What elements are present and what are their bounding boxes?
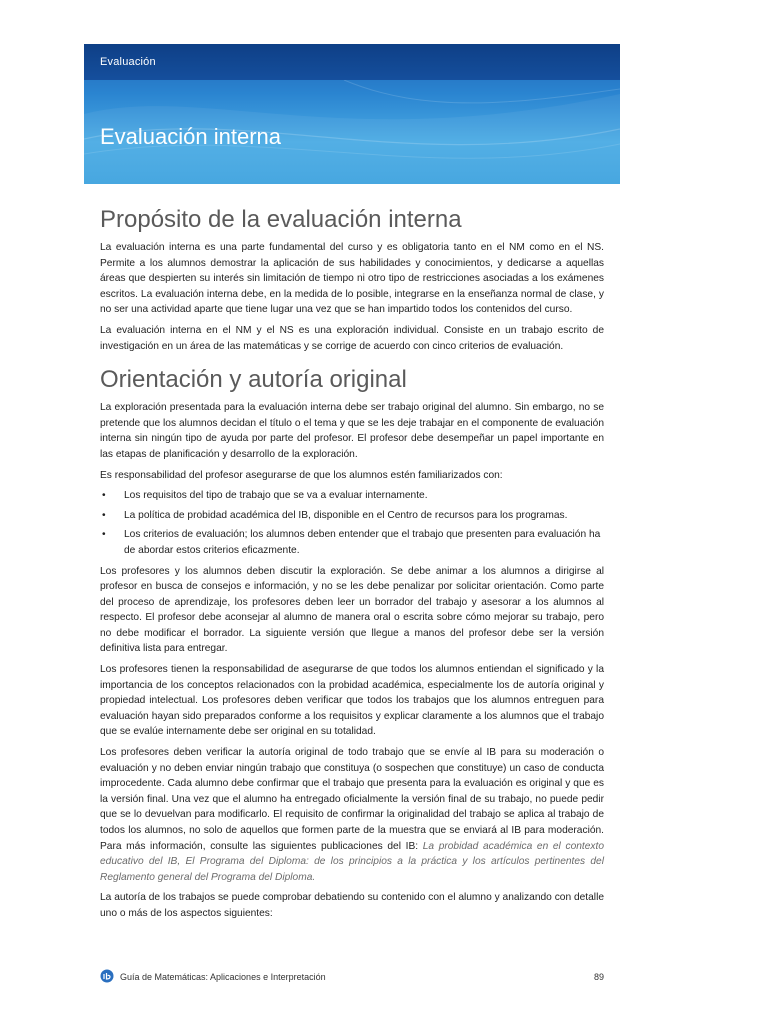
list-item-text: Los requisitos del tipo de trabajo que se va a evaluar internamente.	[124, 490, 428, 502]
ib-logo-icon	[100, 969, 114, 983]
paragraph: Los profesores tienen la responsabilidad de asegurarse de que todos los alumnos entiendan el significado y la importancia de los conceptos relacionados con la probidad académica, especialmente los de autoría original y propiedad intelectual. Los profesores deben verificar que todos los trabajos que los alumnos entreguen para evaluación hayan sido preparados conforme a los requisitos y explicar claramente a los alumnos que el trabajo que se evalúe internamente debe ser original en su totalidad.	[100, 664, 604, 738]
page-number: 89	[593, 972, 604, 982]
page-body	[100, 206, 604, 927]
footer-title: Guía de Matemáticas: Aplicaciones e Interpretación	[120, 972, 326, 982]
paragraph-with-citation	[100, 745, 604, 885]
paragraph: Los profesores y los alumnos deben discutir la exploración. Se debe animar a los alumnos a dirigirse al profesor en busca de consejos e información, y no se les debe penalizar por solicitar orientación. Como parte del proceso de aprendizaje, los profesores deben leer un borrador del trabajo y asesorar a los alumnos al respecto. El profesor debe aconsejar al alumno de manera oral o escrita sobre cómo mejorar su trabajo, pero no debe modificar el borrador. La siguiente versión que llegue a manos del profesor debe ser la versión definitiva lista para entregar.	[100, 565, 604, 655]
publication-citation: La probidad académica en el contexto educativo del IB, El Programa del Diploma: de los principios a la práctica y los artículos pertinentes del Reglamento general del Programa del Diploma.	[100, 840, 604, 883]
list-item	[100, 527, 604, 558]
bullet-icon: •	[102, 509, 106, 521]
paragraph: La evaluación interna en el NM y el NS es una exploración individual. Consiste en un trabajo escrito de investigación en un área de las matemáticas y se corrige de acuerdo con cinco criterios de evaluación.	[100, 324, 604, 352]
paragraph: La evaluación interna es una parte fundamental del curso y es obligatoria tanto en el NM como en el NS. Permite a los alumnos demostrar la aplicación de sus habilidades y conocimientos, y dedicarse a aquellas áreas que despierten su interés sin limitación de tiempo ni otro tipo de restricciones asociadas a los exámenes escritos. La evaluación interna debe, en la medida de lo posible, integrarse en la enseñanza normal de clase, y no ser una actividad aparte que tiene lugar una vez que se han impartido todos los contenidos del curso.	[100, 242, 604, 316]
paragraph: La autoría de los trabajos se puede comprobar debatiendo su contenido con el alumno y analizando con detalle uno o más de los aspectos siguientes:	[100, 892, 604, 919]
list-item-text: La política de probidad académica del IB, disponible en el Centro de recursos para los programas.	[124, 509, 568, 521]
paragraph: La exploración presentada para la evaluación interna debe ser trabajo original del alumno. Sin embargo, no se pretende que los alumnos decidan el título o el tema y que se les deje trabajar en el componente de evaluación interna sin ningún tipo de ayuda por parte del profesor. El profesor debe desempeñar un papel importante en las etapas de planificación y desarrollo de la exploración.	[100, 402, 604, 460]
paragraph: Es responsabilidad del profesor asegurarse de que los alumnos estén familiarizados con:	[100, 469, 503, 481]
section-heading-orientacion: Orientación y autoría original	[100, 366, 407, 394]
requirements-list	[100, 488, 604, 558]
list-item-text: Los criterios de evaluación; los alumnos deben entender que el trabajo que presenten para evaluación ha de abordar estos criterios eficazmente.	[124, 529, 601, 556]
chapter-header-banner	[84, 44, 620, 184]
header-band	[84, 44, 620, 80]
bullet-icon: •	[102, 490, 106, 502]
page-footer	[100, 969, 604, 987]
chapter-title: Evaluación interna	[100, 124, 282, 149]
paragraph-text: Los profesores deben verificar la autoría original de todo trabajo que se envíe al IB para su moderación o evaluación y no deben enviar ningún trabajo que constituya (o sospechen que constituye) un caso de conducta improcedente. Cada alumno debe confirmar que el trabajo que presenta para la evaluación es original y que es la versión final. Una vez que el alumno ha entregado oficialmente la versión final de su trabajo, no puede pedir que se lo devuelvan para modificarlo. El requisito de confirmar la originalidad del trabajo se aplica al trabajo de todos los alumnos, no solo de aquellos que formen parte de la muestra que se enviará al IB para moderación. Para más información, consulte las siguientes publicaciones del IB:	[100, 747, 604, 852]
list-item	[100, 488, 604, 504]
bullet-icon: •	[102, 529, 106, 541]
section-heading-proposito: Propósito de la evaluación interna	[100, 206, 462, 233]
section-label: Evaluación	[100, 56, 156, 68]
list-item	[100, 508, 604, 524]
